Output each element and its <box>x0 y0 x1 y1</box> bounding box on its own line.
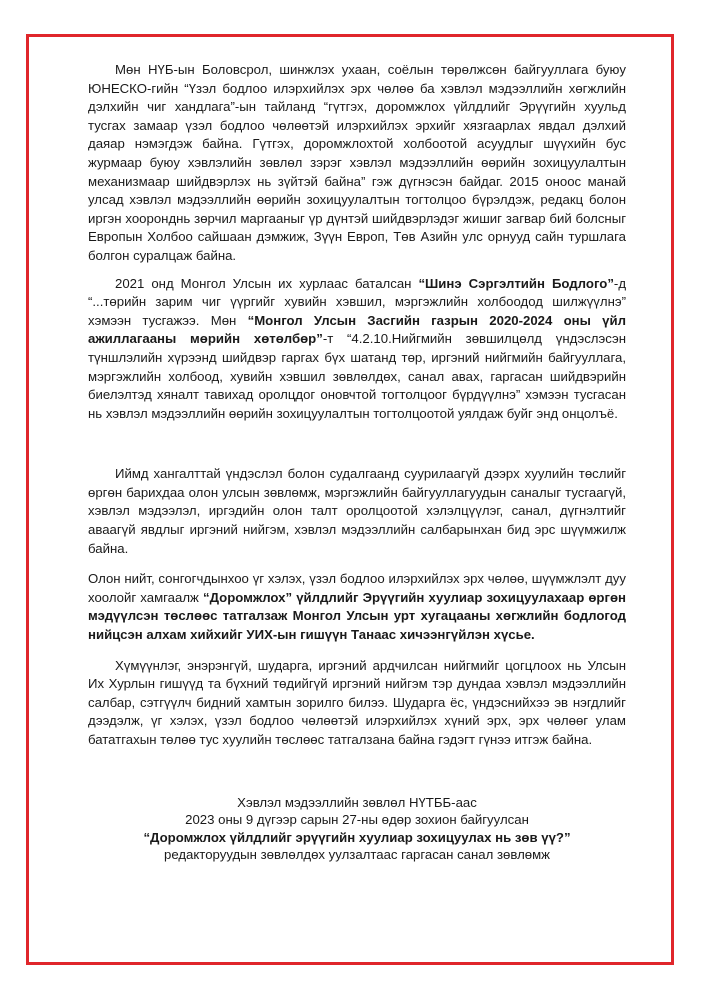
request-bold: “Доромжлох” үйлдлийг Эрүүгийн хуулиар зохицуулахаар өргөн мэдүүлсэн төслөөс татгалзаж Монгол Улсын урт хугацааны хөгжлийн бодлогод нийцсэн алхам хийхийг УИХ-ын гишүүн Танаас хичээнгүйлэн хүсье. <box>88 589 627 643</box>
paragraph-request <box>88 570 626 644</box>
policy-name-bold: “Шинэ Сэргэлтийн Бодлого” <box>418 275 614 291</box>
program-name-bold: “Монгол Улсын Засгийн газрын 2020-2024 оны үйл ажиллагааны мөрийн хөтөлбөр” <box>88 312 626 347</box>
paragraph-criticism: Иймд хангалттай үндэслэл болон судалгаанд суурилаагүй дээрх хуулийн төслийг өргөн барихдаа олон улсын зөвлөмж, мэргэжлийн байгууллагуудын саналыг тусгаагүй, хэвлэл мэдээлэл, иргэдийн олон талт оролцоотой хэлэлцүүлэг, санал, дүгнэлтийг аваагүй явдлыг иргэний нийгэм, хэвлэл мэдээллийн салбарынхан бид эрс шүүмжилж байна. <box>88 466 626 556</box>
paragraph-new-revival-policy <box>88 275 626 424</box>
signature-description: редакторуудын зөвлөлдөх уулзалтаас гаргасан санал зөвлөмж <box>163 847 550 863</box>
paragraph-closing: Хүмүүнлэг, энэрэнгүй, шударга, иргэний ардчилсан нийгмийг цогцлоох нь Улсын Их Хурлын гишүүд та бүхний төдийгүй иргэний нийгэм тэр дундаа хэвлэл мэдээллийн салбар, сэтгүүлч бидний хамтын зорилго билээ. Шударга ёс, үндэснийхээ эв нэгдлийг дээдэлж, үг хэлэх, үзэл бодлоо чөлөөтэй илэрхийлэх хүний эрх, эрх чөлөөг улам бататгахын төлөө тус хуулийн төслөөс татгалзана байна гэдэгт гүнээ итгэж байна. <box>88 657 626 747</box>
paragraph-text: -т “4.2.10.Нийгмийн зөвшилцөлд үндэслэсэн түншлэлийн хүрээнд шийдвэр гаргах бүх шатанд төр, иргэний нийгмийн байгууллага, мэргэжлийн холбоод, хувийн хэвшил зөвлөлдөх, санал авах, гаргасан шийдвэрийн биелэлтэд хяналт тавихад оролцдог оновчтой тогтолцоог бүрдүүлнэ” хэмээн тусгасан нь хэвлэл мэдээллийн өөрийн зохицуулалтын тогтолцоотой уялдаж буйг энд онцолъё. <box>88 331 626 421</box>
paragraph-text: -д “...төрийн зарим чиг үүргийг хувийн хэвшил, мэргэжлийн холбоодод шилжүүлнэ” хэмээн тусгажээ. Мөн <box>88 275 627 328</box>
signature-organization: Хэвлэл мэдээллийн зөвлөл НҮТББ-аас <box>237 795 477 810</box>
signature-block <box>88 794 626 864</box>
paragraph-unesco-report: Мөн НҮБ-ын Боловсрол, шинжлэх ухаан, соёлын төрөлжсөн байгууллага буюу ЮНЕСКО-гийн “Үзэл бодлоо илэрхийлэх эрх чөлөө ба хэвлэл мэдээллийн хөгжлийн дэлхийн чиг хандлага”-ын тайланд “гүтгэх, доромжлох үйлдлийг Эрүүгийн хуульд тусгах замаар үзэл бодлоо чөлөөтэй илэрхийлэх эрхийг хязгаарлах явдал дэлхий даяар нэмэгдэж байна. Гүтгэх, доромжлохтой холбоотой асуудлыг шүүхийн бус журмаар буюу хэвлэлийн зөвлөл зэрэг хэвлэл мэдээллийн өөрийн зохицуулалтын механизмаар шийдвэрлэх нь зүйтэй байна” гэж дүгнэсэн байдаг. 2015 оноос манай улсад хэвлэл мэдээллийн өөрийн зохицуулалтын тогтолцоо бүрэлдэж, редакц болон иргэн хооронднь зөрчил маргааныг үр дүнтэй шийдвэрлэдэг жишиг загвар бий болсныг Европын Холбоо сайшаан дэмжиж, Зүүн Европ, Төв Азийн улс орнууд сайн туршлага болгон суралцаж байна. <box>88 62 626 263</box>
document-body <box>88 61 626 750</box>
signature-meeting-title: “Доромжлох үйлдлийг эрүүгийн хуулиар зохицуулах нь зөв үү?” <box>143 829 571 845</box>
paragraph-text: Олон нийт, сонгогчдынхоо үг хэлэх, үзэл бодлоо илэрхийлэх эрх чөлөө, шүүмжлэлт дуу хоолойг хамгаалж <box>88 571 626 605</box>
paragraph-text: 2021 онд Монгол Улсын их хурлаас баталсан <box>115 275 419 291</box>
signature-date: 2023 оны 9 дүгээр сарын 27-ны өдөр зохион байгуулсан <box>185 812 529 828</box>
